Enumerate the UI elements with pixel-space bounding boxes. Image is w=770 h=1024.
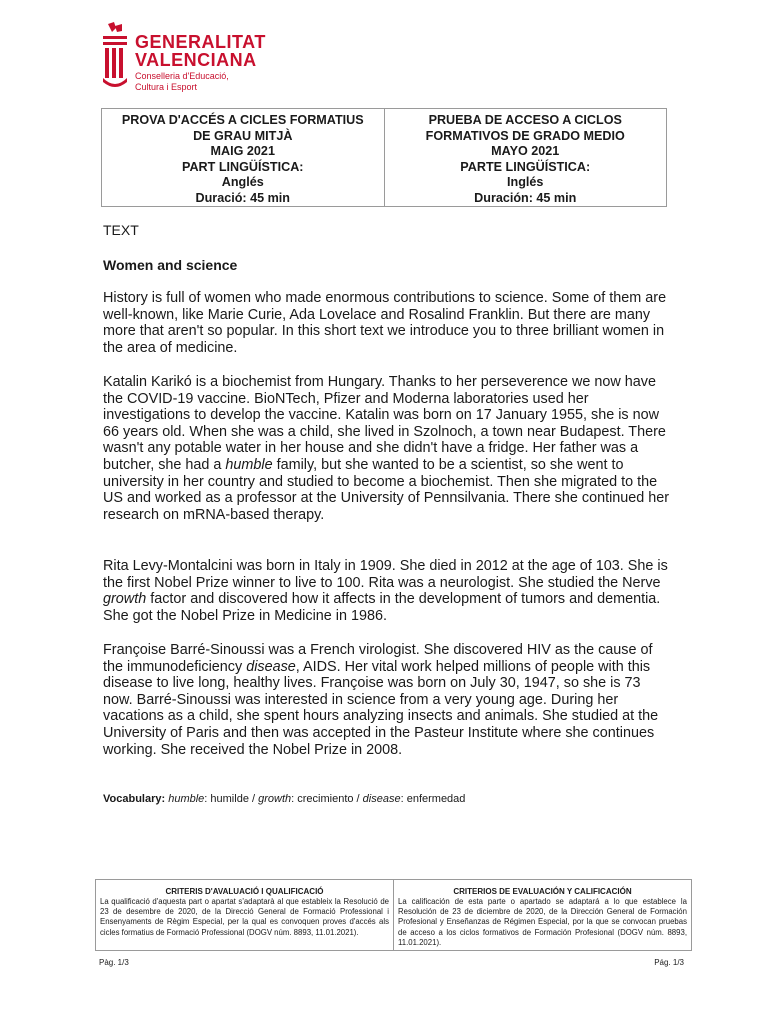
section-label: TEXT — [103, 222, 139, 238]
header-right-line: PRUEBA DE ACCESO A CICLOS — [428, 113, 622, 127]
vocab-highlight: growth — [103, 591, 147, 608]
exam-header-table — [101, 108, 667, 207]
criteria-body-spanish: La calificación de esta parte o apartado se adaptará a lo que establece la Resolución de 23 de diciembre de 2020, de la Dirección General de Formación Profesional y Enseñanzas de Régimen Especial, por la que se convocan pruebas de acceso a los ciclos formativos de Formación Profesional (DOGV núm. 8893, 11.01.2021). — [398, 897, 687, 947]
paragraph-text: Rita Levy-Montalcini was born in Italy in 1909. She died in 2012 at the age of 103. She is the first Nobel Prize winner to live to 100. Rita was a neurologist. She studied the Nerve — [103, 558, 668, 591]
vocab-translation: : humilde / — [204, 793, 259, 805]
page-number-right: Pág. 1/3 — [654, 958, 684, 967]
generalitat-emblem-icon — [100, 22, 130, 88]
paragraph-text: , AIDS. Her vital work helped millions of people with this disease to live long, healthy lives. Françoise was born on July 30, 1947, so she is 73 now. Barré-Sinoussi was interested in science from a very young age. During her vacations as a child, she spent hours analyzing insects and animals. She studied at the University of Paris and then was accepted in the Pasteur Institute where she continues working. She received the Nobel Prize in 2008. — [103, 658, 659, 758]
criteria-title-valencian: CRITERIS D'AVALUACIÓ I QUALIFICACIÓ — [165, 887, 324, 896]
header-left-line: Anglés — [221, 175, 264, 189]
criteria-cell-spanish — [393, 880, 691, 950]
paragraph-text: Katalin Karikó is a biochemist from Hungary. Thanks to her perseverence we now have the COVID-19 vaccine. BioNTech, Pfizer and Moderna laboratories used her investigations to develop the vaccine. Katalin was born on 17 January 1955, she is now 66 years old. When she was a child, she lived in Szolnoch, a town near Budapest. There wasn't any potable water in her house and she didn't have a fridge. Her father was a butcher, she had a — [103, 374, 666, 473]
header-right-line: Duración: 45 min — [474, 190, 577, 205]
paragraph-barre-sinoussi — [103, 642, 673, 758]
header-right-line: MAYO 2021 — [491, 144, 560, 158]
header-left-line: PART LINGÜÍSTICA: — [182, 159, 304, 174]
paragraph-intro: History is full of women who made enormous contributions to science. Some of them are well-known, like Marie Curie, Ada Lovelace and Rosalind Franklin. But there are many more that aren't so popular. In this short text we introduce you to three brilliant women in the area of medicine. — [103, 290, 667, 356]
logo-line-conselleria: Conselleria d'Educació, — [135, 71, 229, 81]
vocabulary-line — [103, 793, 465, 805]
vocab-highlight: disease — [246, 658, 296, 675]
header-left-line: PROVA D'ACCÉS A CICLES FORMATIUS — [121, 113, 364, 127]
criteria-cell-valencian — [96, 880, 393, 950]
vocab-translation: : crecimiento / — [291, 793, 363, 805]
vocab-highlight: humble — [225, 456, 273, 473]
header-cell-spanish — [384, 109, 667, 206]
header-right-line: FORMATIVOS DE GRADO MEDIO — [425, 128, 625, 143]
header-cell-valencian — [102, 109, 384, 206]
header-left-line: MAIG 2021 — [210, 144, 275, 158]
logo-line-cultura: Cultura i Esport — [135, 82, 198, 92]
vocabulary-label: Vocabulary: — [103, 793, 166, 805]
paragraph-kariko — [103, 374, 673, 523]
paragraph-levi-montalcini — [103, 558, 673, 624]
vocab-word: growth — [258, 793, 292, 805]
criteria-body-valencian: La qualificació d'aquesta part o apartat s'adaptarà al que estableix la Resolució de 23 de desembre de 2020, de la Direcció General de Formació Professional i Ensenyaments de Règim Especial, per la qual es convoquen proves d'accés als cicles formatius de Formació Professional (DOGV núm. 8893, 11.01.2021). — [100, 897, 389, 937]
article-title: Women and science — [103, 257, 238, 273]
header-left-line: DE GRAU MITJÀ — [193, 128, 293, 143]
header-right-line: PARTE LINGÜÍSTICA: — [460, 159, 591, 174]
vocab-word: humble — [168, 793, 205, 805]
paragraph-text: family, but she wanted to be a scientist, so she went to university in her country and studied to become a biochemist. Then she migrated to the US and worked as a professor at the University of Pennsilvania. There she continued her research on mRNA-based therapy. — [103, 456, 670, 523]
paragraph-text: factor and discovered how it affects in the development of tumors and dementia. She got the Nobel Prize in Medicine in 1986. — [103, 591, 661, 624]
page-number-left: Pàg. 1/3 — [99, 958, 129, 967]
criteria-table — [95, 879, 692, 951]
vocab-word: disease — [362, 793, 401, 805]
generalitat-logo — [100, 20, 280, 92]
logo-line-valenciana: VALENCIANA — [135, 50, 257, 70]
header-right-line: Inglés — [507, 175, 544, 189]
criteria-title-spanish: CRITERIOS DE EVALUACIÓN Y CALIFICACIÓN — [453, 887, 632, 896]
logo-line-generalitat: GENERALITAT — [135, 32, 266, 52]
paragraph-text: Françoise Barré-Sinoussi was a French virologist. She discovered HIV as the cause of the immunodeficiency — [103, 642, 653, 675]
header-left-line: Duració: 45 min — [195, 190, 290, 205]
vocab-translation: : enfermedad — [400, 793, 466, 805]
